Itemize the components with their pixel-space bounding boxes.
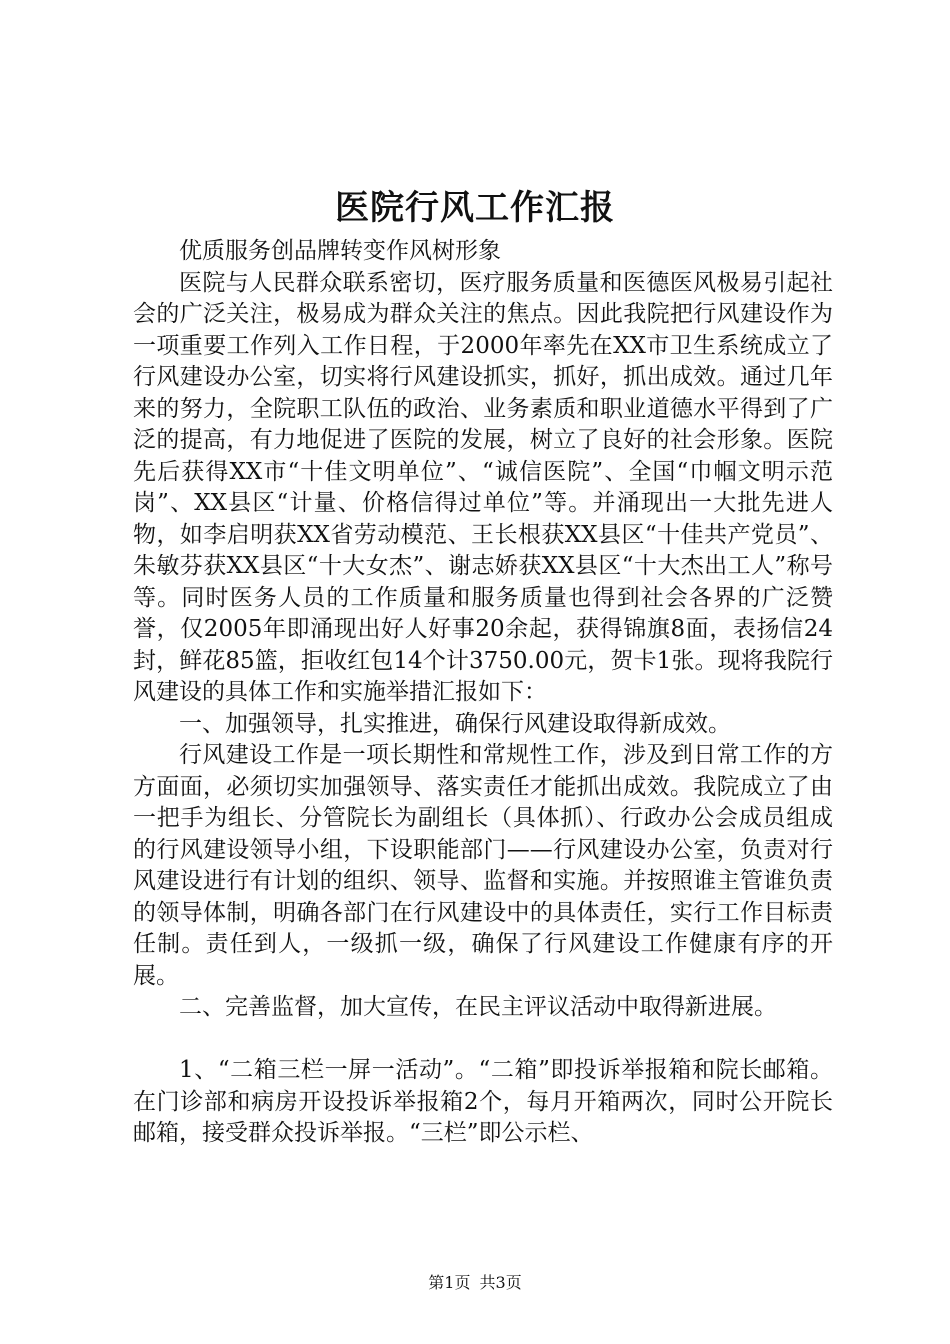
document-body	[133, 236, 833, 1150]
section-1-paragraph: 行风建设工作是一项长期性和常规性工作，涉及到日常工作的方方面面，必须切实加强领导、落实责任才能抓出成效。我院成立了由一把手为组长、分管院长为副组长（具体抓）、行政办公会成员组成的行风建设领导小组，下设职能部门——行风建设办公室，负责对行风建设进行有计划的组织、领导、监督和实施。并按照谁主管谁负责的领导体制，明确各部门在行风建设中的具体责任，实行工作目标责任制。责任到人，一级抓一级，确保了行风建设工作健康有序的开展。	[133, 742, 833, 989]
section-heading-2: 二、完善监督，加大宣传，在民主评议活动中取得新进展。	[179, 994, 777, 1020]
section-2-item-1-paragraph: 1、“二箱三栏一屏一活动”。“二箱”即投诉举报箱和院长邮箱。在门诊部和病房开设投诉举报箱2个，每月开箱两次，同时公开院长邮箱，接受群众投诉举报。“三栏”即公示栏、	[133, 1057, 833, 1146]
page-total: 共3页	[479, 1273, 522, 1292]
intro-paragraph: 医院与人民群众联系密切，医疗服务质量和医德医风极易引起社会的广泛关注，极易成为群众关注的焦点。因此我院把行风建设作为一项重要工作列入工作日程，于2000年率先在XX市卫生系统成立了行风建设办公室，切实将行风建设抓实，抓好，抓出成效。通过几年来的努力，全院职工队伍的政治、业务素质和职业道德水平得到了广泛的提高，有力地促进了医院的发展，树立了良好的社会形象。医院先后获得XX市“十佳文明单位”、“诚信医院”、全国“巾帼文明示范岗”、XX县区“计量、价格信得过单位”等。并涌现出一大批先进人物，如李启明获XX省劳动模范、王长根获XX县区“十佳共产党员”、朱敏芬获XX县区“十大女杰”、谢志娇获XX县区“十大杰出工人”称号等。同时医务人员的工作质量和服务质量也得到社会各界的广泛赞誉，仅2005年即涌现出好人好事20余起，获得锦旗8面，表扬信24封，鲜花85篮，拒收红包14个计3750.00元，贺卡1张。现将我院行风建设的具体工作和实施举措汇报如下：	[133, 269, 833, 705]
subtitle-paragraph: 优质服务创品牌转变作风树形象	[179, 238, 501, 264]
blank-line	[133, 1024, 833, 1056]
document-title: 医院行风工作汇报	[335, 188, 615, 228]
page-number: 第1页	[428, 1273, 471, 1292]
page-footer	[0, 1273, 950, 1293]
section-heading-1: 一、加强领导，扎实推进，确保行风建设取得新成效。	[179, 710, 731, 737]
